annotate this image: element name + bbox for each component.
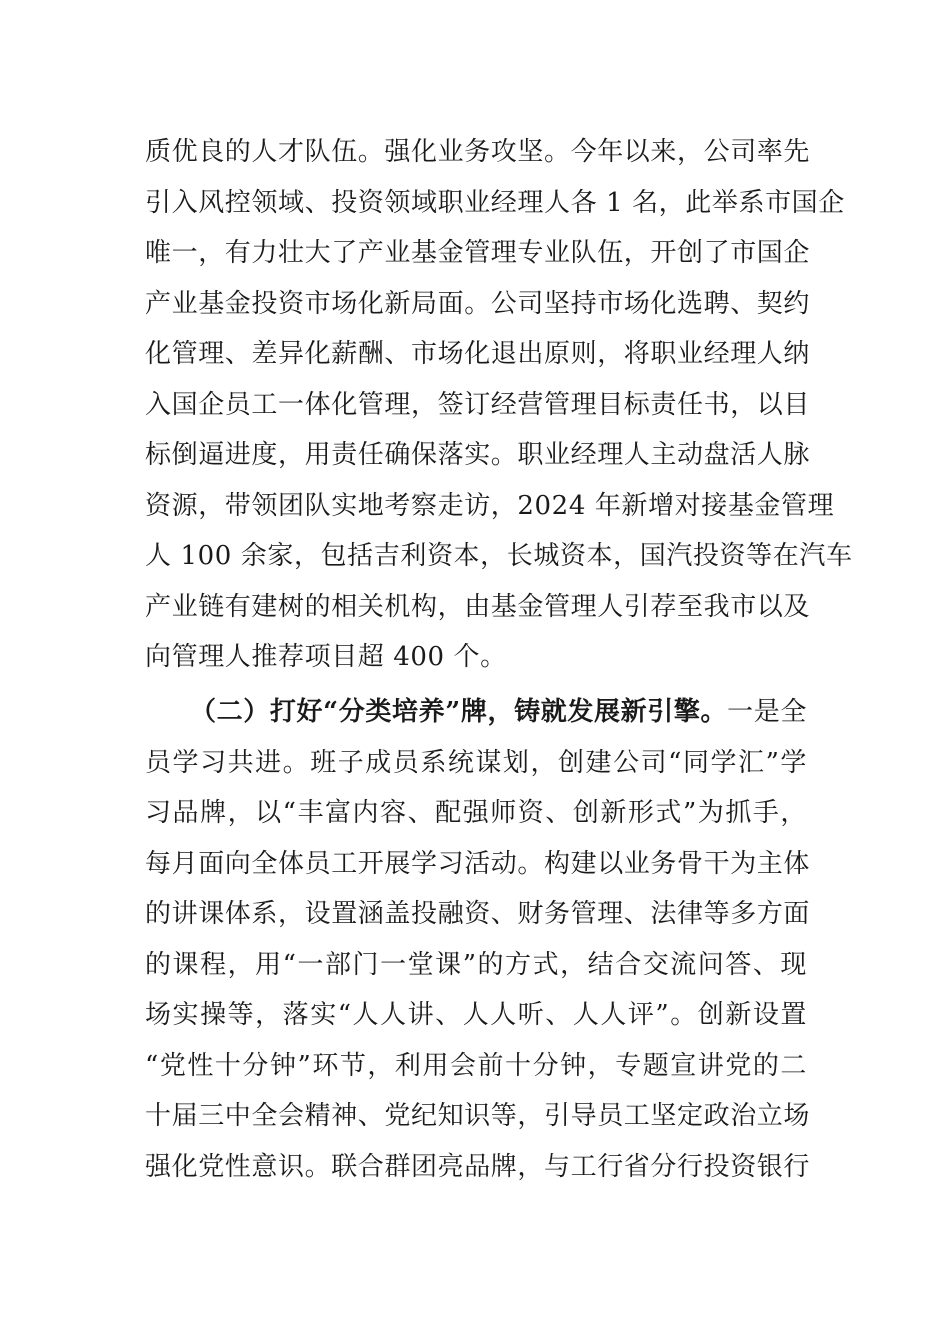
text-line: 质优良的人才队伍。强化业务攻坚。今年以来，公司率先 [145, 137, 811, 167]
paragraph-1 [145, 127, 853, 683]
first-line-rest: 一是全 [727, 697, 807, 727]
paragraph-2-first-line [145, 687, 807, 738]
text-line: 员学习共进。班子成员系统谋划，创建公司“同学汇”学 [145, 747, 807, 778]
text-line: 向管理人推荐项目超 400 个。 [145, 642, 507, 672]
paragraph-2 [145, 687, 811, 1192]
text-line: “党性十分钟”环节，利用会前十分钟，专题宣讲党的二 [145, 1050, 807, 1081]
text-line: 人 100 余家，包括吉利资本，长城资本，国汽投资等在汽车 [145, 541, 853, 571]
text-line: 标倒逼进度，用责任确保落实。职业经理人主动盘活人脉 [145, 440, 811, 470]
text-line: 的讲课体系，设置涵盖投融资、财务管理、法律等多方面 [145, 899, 811, 929]
text-line: 入国企员工一体化管理，签订经营管理目标责任书，以目 [145, 389, 811, 420]
text-line: 每月面向全体员工开展学习活动。构建以业务骨干为主体 [145, 848, 811, 879]
text-line: 强化党性意识。联合群团亮品牌，与工行省分行投资银行 [145, 1151, 811, 1182]
text-line: 引入风控领域、投资领域职业经理人各 1 名，此举系市国企 [145, 187, 845, 218]
text-line: 化管理、差异化薪酬、市场化退出原则，将职业经理人纳 [145, 339, 811, 369]
section-heading: （二）打好“分类培养”牌，铸就发展新引擎。 [190, 697, 728, 727]
text-line: 的课程，用“一部门一堂课”的方式，结合交流问答、现 [145, 949, 807, 980]
text-line: 产业基金投资市场化新局面。公司坚持市场化选聘、契约 [145, 288, 811, 319]
text-line: 资源，带领团队实地考察走访，2024 年新增对接基金管理 [145, 490, 835, 521]
text-line: 唯一，有力壮大了产业基金管理专业队伍，开创了市国企 [145, 238, 811, 268]
text-line: 产业链有建树的相关机构，由基金管理人引荐至我市以及 [145, 591, 811, 622]
text-line: 习品牌，以“丰富内容、配强师资、创新形式”为抓手， [145, 798, 807, 828]
text-line: 十届三中全会精神、党纪知识等，引导员工坚定政治立场 [145, 1101, 811, 1131]
text-line: 场实操等，落实“人人讲、人人听、人人评”。创新设置 [145, 1000, 807, 1030]
